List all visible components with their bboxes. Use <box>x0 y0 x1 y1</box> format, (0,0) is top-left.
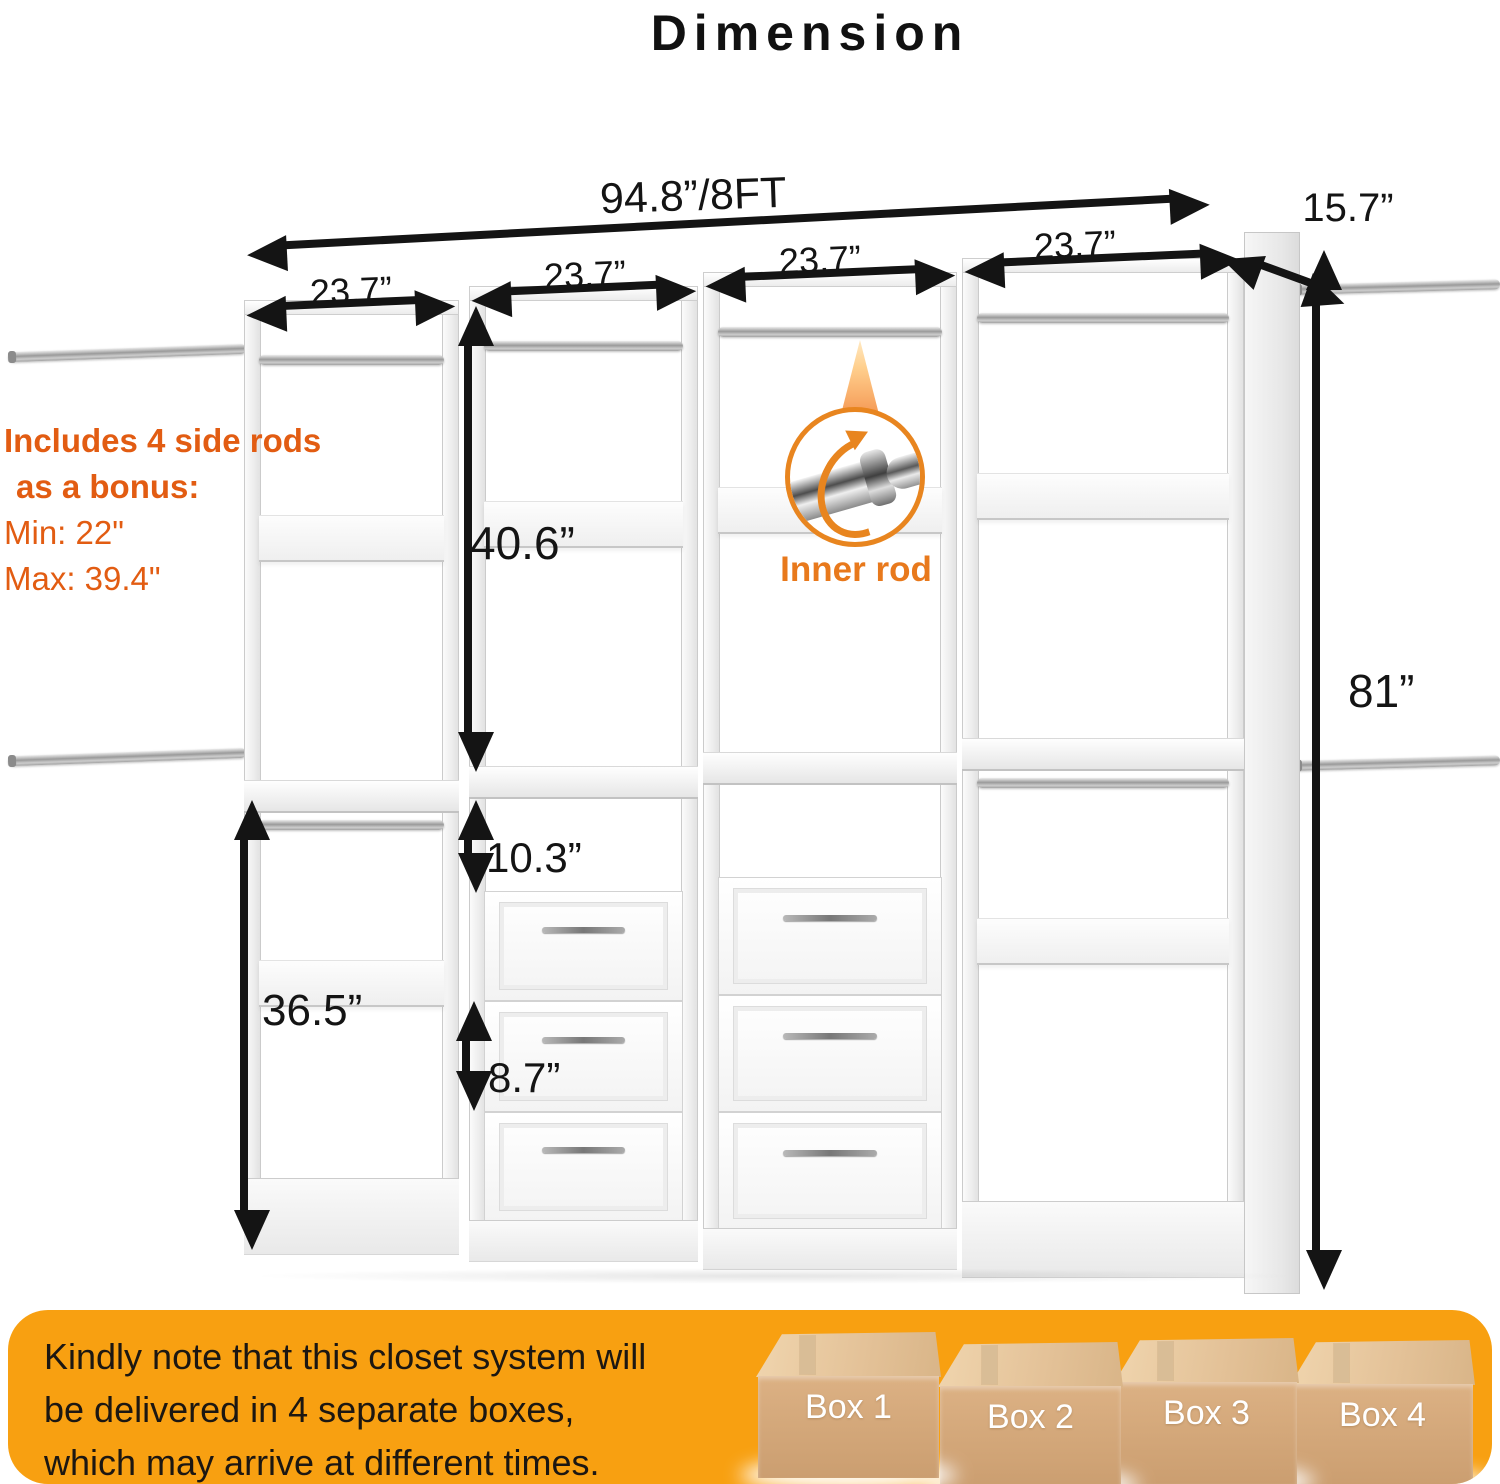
dim-arrow-lower-height <box>240 838 248 1212</box>
side-shelf <box>977 473 1229 520</box>
drawer-handle <box>542 1037 625 1043</box>
side-rods-note <box>4 418 321 602</box>
cardboard-box-lid-icon <box>756 1332 941 1377</box>
closet-tower-4 <box>962 258 1244 1278</box>
dim-arrow-drawer-height <box>462 1039 470 1073</box>
delivery-note-line3: which may arrive at different times. <box>44 1442 600 1483</box>
dim-label-upper-height: 40.6” <box>470 517 575 569</box>
drawer <box>718 877 942 995</box>
box-tape-icon <box>1158 1342 1173 1380</box>
box-label: Box 4 <box>1339 1396 1426 1434</box>
side-rod-mid-left <box>8 748 246 766</box>
box-tape-icon <box>1334 1344 1349 1382</box>
dim-label-lower-height: 36.5” <box>262 986 363 1035</box>
dim-label-section-4: 23.7” <box>1033 222 1117 267</box>
hanging-rod <box>977 313 1229 323</box>
cardboard-box-lid-icon <box>1114 1338 1299 1383</box>
drawer-front-frame <box>500 1124 667 1210</box>
drawer-handle <box>783 1150 876 1156</box>
middle-shelf <box>962 738 1244 771</box>
delivery-box-1 <box>756 1332 941 1478</box>
delivery-note-text <box>44 1330 646 1484</box>
dim-label-section-2: 23.7” <box>543 252 627 297</box>
dim-label-depth: 15.7” <box>1302 186 1394 230</box>
drawer <box>718 1112 942 1230</box>
page-title: Dimension <box>650 5 970 61</box>
drawer-front-frame <box>734 1007 926 1101</box>
box-tape-icon <box>800 1336 815 1374</box>
middle-shelf <box>469 766 698 799</box>
hanging-rod-lower <box>977 778 1229 788</box>
box-label: Box 1 <box>805 1388 892 1426</box>
tower4-depth-panel <box>1244 232 1300 1294</box>
side-rods-note-line1: Includes 4 side rods <box>4 422 322 459</box>
tower-base <box>703 1228 957 1270</box>
drawer-handle <box>783 1033 876 1039</box>
delivery-box-3 <box>1114 1338 1299 1484</box>
dim-label-section-3: 23.7” <box>778 237 862 282</box>
drawer-front-frame <box>500 903 667 989</box>
box-label: Box 3 <box>1163 1394 1250 1432</box>
drawer <box>484 1112 683 1222</box>
floor-shadow <box>250 1268 1300 1284</box>
closet-tower-2 <box>469 286 698 1262</box>
drawer-handle <box>542 1147 625 1153</box>
side-rods-note-min: Min: 22" <box>4 514 124 551</box>
side-rod-top-left <box>8 344 246 362</box>
hanging-rod <box>718 327 942 337</box>
drawer-front-frame <box>734 889 926 983</box>
drawer-handle <box>542 927 625 933</box>
middle-shelf <box>244 780 459 813</box>
box-label: Box 2 <box>987 1398 1074 1436</box>
dim-arrow-shelf-gap <box>464 838 472 855</box>
dim-label-drawer-height: 8.7” <box>488 1054 561 1101</box>
hanging-rod <box>259 355 444 365</box>
tower-base <box>962 1201 1244 1278</box>
delivery-note-banner <box>8 1310 1492 1484</box>
drawer <box>718 995 942 1113</box>
cardboard-box-lid-icon <box>938 1342 1123 1387</box>
drawer-front-frame <box>734 1124 926 1218</box>
middle-shelf <box>703 752 957 785</box>
tower-base <box>469 1220 698 1262</box>
dim-label-total-width: 94.8”/8FT <box>599 168 788 224</box>
inner-rod-callout <box>785 407 925 547</box>
hanging-rod <box>484 341 683 351</box>
dim-label-section-1: 23.7” <box>309 268 393 313</box>
drawer-handle <box>783 915 876 921</box>
side-shelf <box>977 918 1229 965</box>
delivery-box-4 <box>1290 1340 1475 1484</box>
inner-rod-label: Inner rod <box>780 550 932 589</box>
hanging-rod-lower <box>259 820 444 830</box>
delivery-note-line1: Kindly note that this closet system will <box>44 1336 647 1377</box>
dim-arrow-total-height <box>1312 288 1320 1252</box>
cardboard-box-lid-icon <box>1290 1340 1475 1385</box>
delivery-note-line2: be delivered in 4 separate boxes, <box>44 1389 575 1430</box>
tower-side-panel <box>442 300 459 1255</box>
delivery-box-2 <box>938 1342 1123 1484</box>
tower-base <box>244 1178 459 1255</box>
drawer <box>484 891 683 1001</box>
box-tape-icon <box>982 1346 997 1384</box>
drawer-stack <box>718 877 942 1230</box>
dim-label-shelf-gap: 10.3” <box>486 834 582 881</box>
side-rods-note-line2: as a bonus: <box>16 468 200 505</box>
side-rods-note-max: Max: 39.4" <box>4 560 161 597</box>
side-rod-mid-right <box>1294 755 1500 770</box>
dim-label-total-height: 81” <box>1348 665 1415 717</box>
